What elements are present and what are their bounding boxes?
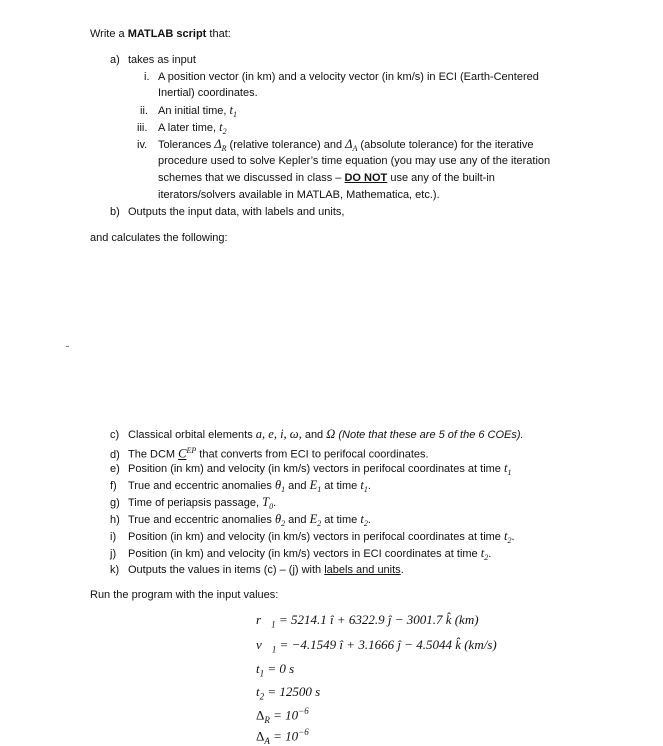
item-c (110, 427, 524, 442)
t1-subscript: 1 (233, 110, 238, 120)
intro-prefix: Write a (90, 28, 128, 40)
t0-symbol: T (262, 495, 270, 509)
item-a-i-line2: Inertial) coordinates. (158, 87, 258, 99)
t1-sub: 1 (259, 668, 265, 679)
item-a-ii-label: ii. (140, 105, 148, 117)
item-a-iv-line2: procedure used to solve Kepler’s time equation (you may use any of the iteration (158, 155, 551, 167)
do-not-emphasis: DO NOT (344, 172, 388, 184)
item-i-sub: 2 (507, 536, 512, 546)
dcm-superscript: EP (186, 446, 197, 455)
item-b-text: Outputs the input data, with labels and units, (128, 206, 345, 218)
r1-lhs: r⃗ (256, 612, 272, 627)
item-e-label: e) (110, 463, 120, 475)
item-k-label: k) (110, 564, 120, 576)
item-f-period: . (367, 480, 371, 492)
t2-lhs: t (256, 684, 260, 699)
item-i-text: Position (in km) and velocity (in km/s) vectors in perifocal coordinates at time (128, 531, 504, 543)
item-a-text: takes as input (128, 54, 196, 66)
r1-sub: 1 (271, 619, 276, 630)
e2-symbol: E (309, 512, 318, 526)
input-delta-r (256, 706, 309, 725)
item-a-iii-label: iii. (137, 122, 148, 134)
item-a (110, 53, 196, 67)
item-k-text: Outputs the values in items (c) – (j) with (128, 564, 325, 576)
item-h-sym: t (360, 512, 364, 526)
t2-sub: 2 (259, 691, 265, 702)
theta2-sub: 2 (281, 519, 286, 529)
labels-and-units: labels and units (324, 564, 401, 576)
item-j-text: Position (in km) and velocity (in km/s) vectors in ECI coordinates at time (128, 548, 481, 560)
item-f-sub: 1 (363, 485, 368, 495)
raan-symbol: Ω (326, 427, 336, 441)
item-j-period: . (488, 548, 492, 560)
item-c-label: c) (110, 429, 120, 441)
item-a-iv-text2: (relative tolerance) and (226, 139, 346, 151)
item-a-iv-text3: (absolute tolerance) for the iterative (357, 139, 534, 151)
da-exponent: −6 (298, 727, 309, 737)
t2-rhs: = 12500 s (264, 684, 321, 699)
item-a-ii-text: An initial time, (158, 105, 230, 117)
item-f-and: and (285, 480, 310, 492)
theta1-sub: 1 (281, 485, 286, 495)
item-k-period: . (400, 564, 404, 576)
input-t1 (256, 661, 294, 679)
theta1-symbol: θ (274, 478, 282, 492)
item-h-period: . (367, 514, 371, 526)
dcm-symbol: C (178, 446, 187, 461)
item-h-and: and (285, 514, 310, 526)
item-a-iv-l2 (158, 154, 550, 168)
t0-sub: 0 (269, 502, 274, 512)
item-g-label: g) (110, 497, 120, 509)
t1-symbol: t (229, 103, 234, 117)
item-d-label: d) (110, 448, 120, 461)
item-a-i (144, 70, 539, 84)
intro-suffix: that: (206, 28, 231, 40)
item-h-attime: at time (321, 514, 361, 526)
item-k (110, 563, 404, 577)
item-g-text: Time of periapsis passage, (128, 497, 263, 509)
item-g-period: . (273, 497, 277, 509)
r1-rhs: = 5214.1 î + 6322.9 ĵ − 3001.7 k̂ (km) (275, 612, 479, 627)
margin-tick (66, 346, 69, 347)
item-i-label: i) (110, 531, 117, 543)
item-a-iv-text1: Tolerances (158, 139, 215, 151)
t2-symbol: t (219, 120, 223, 134)
item-h-sub: 2 (363, 519, 368, 529)
dr-lhs: Δ (256, 707, 265, 723)
item-c-text: Classical orbital elements (128, 429, 256, 441)
coe-symbols: a, e, i, ω, (255, 427, 302, 441)
item-f-text: True and eccentric anomalies (128, 480, 275, 492)
item-e-sym: t (503, 461, 508, 475)
item-a-label: a) (110, 54, 120, 66)
item-h-text: True and eccentric anomalies (128, 514, 275, 526)
input-delta-a (256, 727, 309, 746)
delta-a-symbol: Δ (345, 137, 353, 151)
item-c-and: and (301, 429, 327, 441)
item-a-iv-line4: iterators/solvers available in MATLAB, Mathematica, etc.). (158, 189, 440, 201)
da-rhs: = 10 (269, 728, 299, 744)
input-r1 (256, 612, 479, 630)
e2-sub: 2 (317, 519, 322, 529)
item-j-sub: 2 (484, 553, 489, 563)
item-a-iv-label: iv. (137, 139, 148, 151)
item-d-text2: that converts from ECI to perifocal coordinates. (196, 448, 429, 461)
dr-exponent: −6 (298, 706, 309, 716)
delta-r-symbol: Δ (214, 137, 222, 151)
item-j-label: j) (110, 548, 117, 560)
t1-lhs: t (256, 661, 260, 676)
v1-rhs: = −4.1549 î + 3.1666 ĵ − 4.5044 k̂ (km/s) (276, 637, 497, 652)
item-e-text: Position (in km) and velocity (in km/s) vectors in perifocal coordinates at time (128, 463, 504, 475)
item-d-text: The DCM (128, 448, 179, 461)
item-f-label: f) (110, 480, 117, 492)
item-a-iv-l3 (158, 171, 495, 185)
v1-sub: 1 (271, 644, 277, 655)
e1-symbol: E (309, 478, 318, 492)
t2-subscript: 2 (222, 127, 227, 137)
input-t2 (256, 684, 320, 702)
e1-sub: 1 (317, 485, 322, 495)
calc-intro: and calculates the following: (90, 232, 228, 244)
item-b-label: b) (110, 206, 120, 218)
item-a-iv-line3a: schemes that we discussed in class – (158, 172, 345, 184)
dr-sub: R (264, 714, 270, 725)
intro-bold: MATLAB script (127, 28, 207, 40)
item-e-sub: 1 (507, 468, 512, 478)
da-sub: A (264, 735, 270, 746)
item-a-i-line1: A position vector (in km) and a velocity vector (in km/s) in ECI (Earth-Centered (158, 71, 539, 83)
da-lhs: Δ (256, 728, 265, 744)
item-d (110, 444, 429, 462)
item-f-attime: at time (321, 480, 361, 492)
item-a-iv-line3b: use any of the built-in (387, 172, 495, 184)
intro-line (90, 27, 231, 41)
theta2-symbol: θ (274, 512, 282, 526)
item-b (110, 205, 344, 219)
delta-r-sub: R (221, 144, 227, 154)
item-h-label: h) (110, 514, 120, 526)
dr-rhs: = 10 (269, 707, 299, 723)
input-v1 (256, 637, 497, 655)
delta-a-sub: A (352, 144, 358, 154)
item-a-iv-l4 (158, 188, 440, 202)
item-c-note: (Note that these are 5 of the 6 COEs). (338, 429, 524, 441)
run-intro: Run the program with the input values: (90, 589, 279, 601)
item-f-sym: t (360, 478, 364, 492)
item-i-period: . (511, 531, 515, 543)
item-j-sym: t (480, 546, 485, 560)
item-a-i-label: i. (144, 71, 150, 83)
v1-lhs: v⃗ (256, 637, 272, 652)
item-a-iii-text: A later time, (158, 122, 220, 134)
item-i-sym: t (503, 529, 508, 543)
item-a-i-cont (158, 86, 258, 100)
t1-rhs: = 0 s (264, 661, 295, 676)
